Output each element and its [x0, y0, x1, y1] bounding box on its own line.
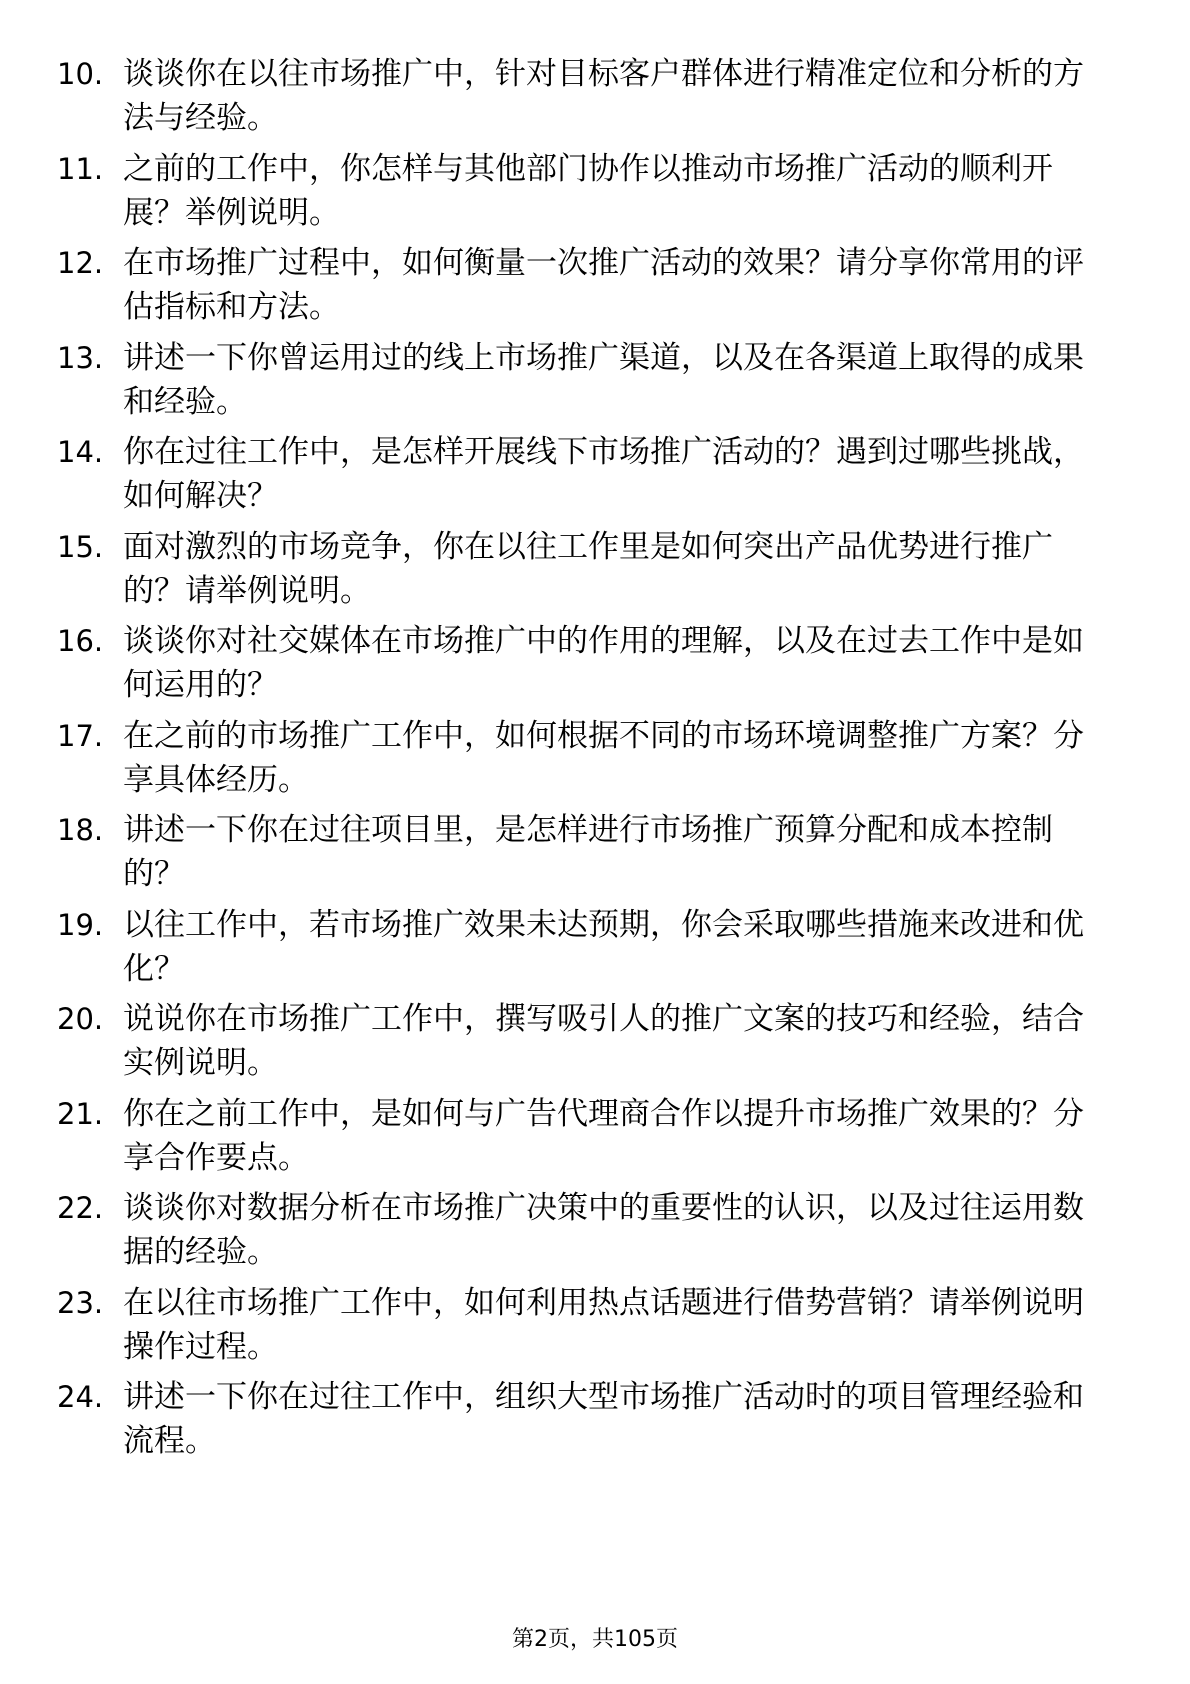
- question-item-17: [0, 714, 1190, 809]
- question-number: 11.: [57, 151, 104, 186]
- question-text: 你在之前工作中，是如何与广告代理商合作以提升市场推广效果的？分享合作要点。: [123, 1095, 1084, 1176]
- question-number: 16.: [57, 624, 104, 658]
- question-item-11: [0, 147, 1190, 242]
- question-item-15: [0, 525, 1190, 620]
- question-text: 在之前的市场推广工作中，如何根据不同的市场环境调整推广方案？分享具体经历。: [123, 717, 1084, 798]
- question-item-18: [0, 808, 1190, 903]
- question-number: 22.: [57, 1191, 104, 1225]
- question-number: 10.: [57, 57, 104, 91]
- question-number: 15.: [57, 529, 104, 564]
- question-item-10: [0, 52, 1190, 147]
- question-text: 谈谈你对数据分析在市场推广决策中的重要性的认识，以及过往运用数据的经验。: [123, 1190, 1084, 1270]
- question-item-19: [0, 903, 1190, 998]
- question-text: 你在过往工作中，是怎样开展线下市场推广活动的？遇到过哪些挑战，如何解决？: [123, 434, 1084, 514]
- question-text: 谈谈你对社交媒体在市场推广中的作用的理解，以及在过去工作中是如何运用的？: [123, 623, 1084, 703]
- question-text: 在以往市场推广工作中，如何利用热点话题进行借势营销？请举例说明操作过程。: [123, 1284, 1084, 1365]
- question-number: 19.: [57, 907, 104, 942]
- question-text: 在市场推广过程中，如何衡量一次推广活动的效果？请分享你常用的评估指标和方法。: [123, 245, 1084, 325]
- question-number: 13.: [57, 340, 104, 375]
- question-text: 讲述一下你在过往工作中，组织大型市场推广活动时的项目管理经验和流程。: [123, 1379, 1084, 1459]
- question-text: 讲述一下你曾运用过的线上市场推广渠道，以及在各渠道上取得的成果和经验。: [123, 339, 1084, 420]
- question-item-23: [0, 1281, 1190, 1376]
- question-number: 17.: [57, 718, 104, 753]
- question-list: [0, 52, 1190, 1470]
- question-text: 之前的工作中，你怎样与其他部门协作以推动市场推广活动的顺利开展？举例说明。: [123, 150, 1053, 231]
- question-item-16: [0, 619, 1190, 714]
- question-item-13: [0, 336, 1190, 431]
- question-text: 面对激烈的市场竞争，你在以往工作里是如何突出产品优势进行推广的？请举例说明。: [123, 528, 1053, 609]
- question-item-12: [0, 241, 1190, 336]
- question-number: 21.: [57, 1096, 104, 1131]
- question-number: 12.: [57, 246, 104, 280]
- question-number: 18.: [57, 813, 104, 847]
- question-text: 谈谈你在以往市场推广中，针对目标客户群体进行精准定位和分析的方法与经验。: [123, 56, 1084, 136]
- question-number: 23.: [57, 1285, 104, 1320]
- question-text: 讲述一下你在过往项目里，是怎样进行市场推广预算分配和成本控制的？: [123, 812, 1053, 892]
- question-item-14: [0, 430, 1190, 525]
- question-item-24: [0, 1375, 1190, 1470]
- question-number: 14.: [57, 435, 104, 469]
- question-item-21: [0, 1092, 1190, 1187]
- question-number: 20.: [57, 1002, 104, 1036]
- page-footer: [0, 1625, 1190, 1655]
- question-item-20: [0, 997, 1190, 1092]
- question-text: 说说你在市场推广工作中，撰写吸引人的推广文案的技巧和经验，结合实例说明。: [123, 1001, 1084, 1081]
- page-number-label: 第2页，共105页: [512, 1627, 678, 1652]
- question-item-22: [0, 1186, 1190, 1281]
- question-text: 以往工作中，若市场推广效果未达预期，你会采取哪些措施来改进和优化？: [123, 906, 1084, 987]
- question-number: 24.: [57, 1380, 104, 1414]
